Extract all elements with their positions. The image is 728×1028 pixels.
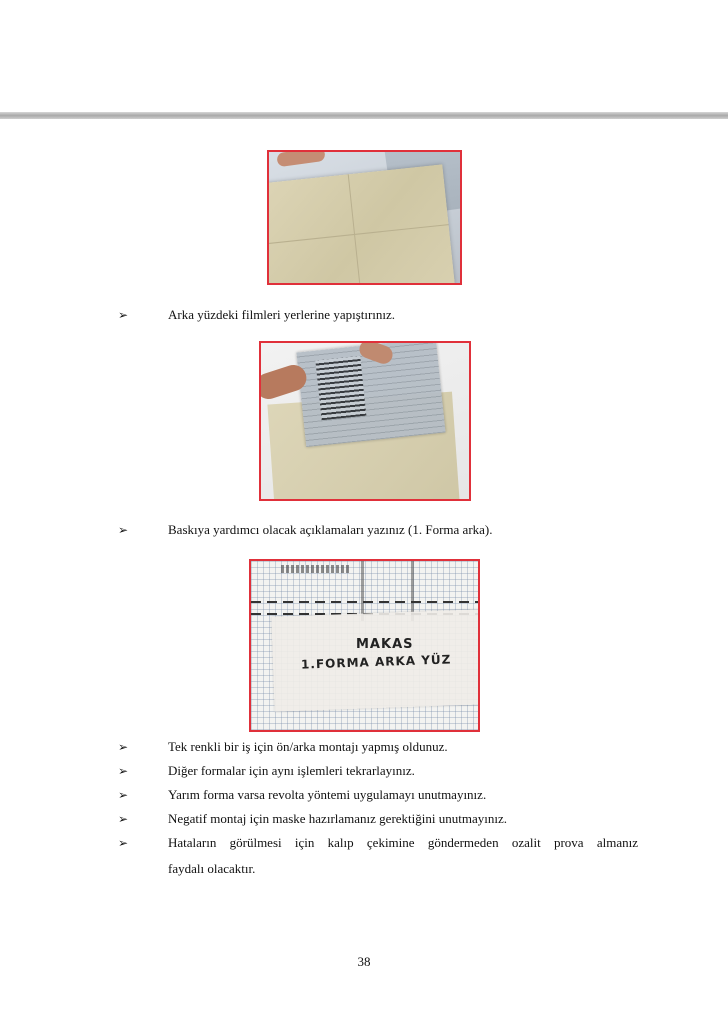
arrow-bullet-icon: ➢ <box>118 764 129 778</box>
header-rule <box>0 112 728 119</box>
arrow-bullet-icon: ➢ <box>118 308 129 322</box>
list-item-text: Arka yüzdeki filmleri yerlerine yapıştırınız. <box>168 307 396 322</box>
list-item-text: Baskıya yardımcı olacak açıklamaları yazınız (1. Forma arka). <box>168 522 493 537</box>
printed-text-fragment <box>281 565 351 573</box>
photo-handwritten-label <box>249 559 480 732</box>
page-number: 38 <box>357 954 371 969</box>
dashed-line <box>251 601 478 603</box>
list-item-text: Yarım forma varsa revolta yöntemi uygulamayı unutmayınız. <box>168 787 487 802</box>
list-item-text: Hataların görülmesi için kalıp çekimine göndermeden ozalit prova almanız <box>168 835 638 850</box>
handwritten-title: MAKAS <box>356 637 414 652</box>
hand <box>276 150 325 167</box>
arrow-bullet-icon: ➢ <box>118 812 129 826</box>
list-item-continuation: faydalı olacaktır. <box>168 861 256 876</box>
arrow-bullet-icon: ➢ <box>118 740 129 754</box>
paper-sheet <box>267 164 455 285</box>
photo-back-side-films <box>267 150 462 285</box>
arrow-bullet-icon: ➢ <box>118 788 129 802</box>
list-item-text: Negatif montaj için maske hazırlamanız gerektiğini unutmayınız. <box>168 811 507 826</box>
photo-mounting-films <box>259 341 471 501</box>
arrow-bullet-icon: ➢ <box>118 523 129 537</box>
arrow-bullet-icon: ➢ <box>118 836 129 850</box>
handwritten-label: 1.FORMA ARKA YÜZ <box>300 652 452 672</box>
list-item-text: Tek renkli bir iş için ön/arka montajı yapmış oldunuz. <box>168 739 448 754</box>
list-item-text: Diğer formalar için aynı işlemleri tekrarlayınız. <box>168 763 415 778</box>
